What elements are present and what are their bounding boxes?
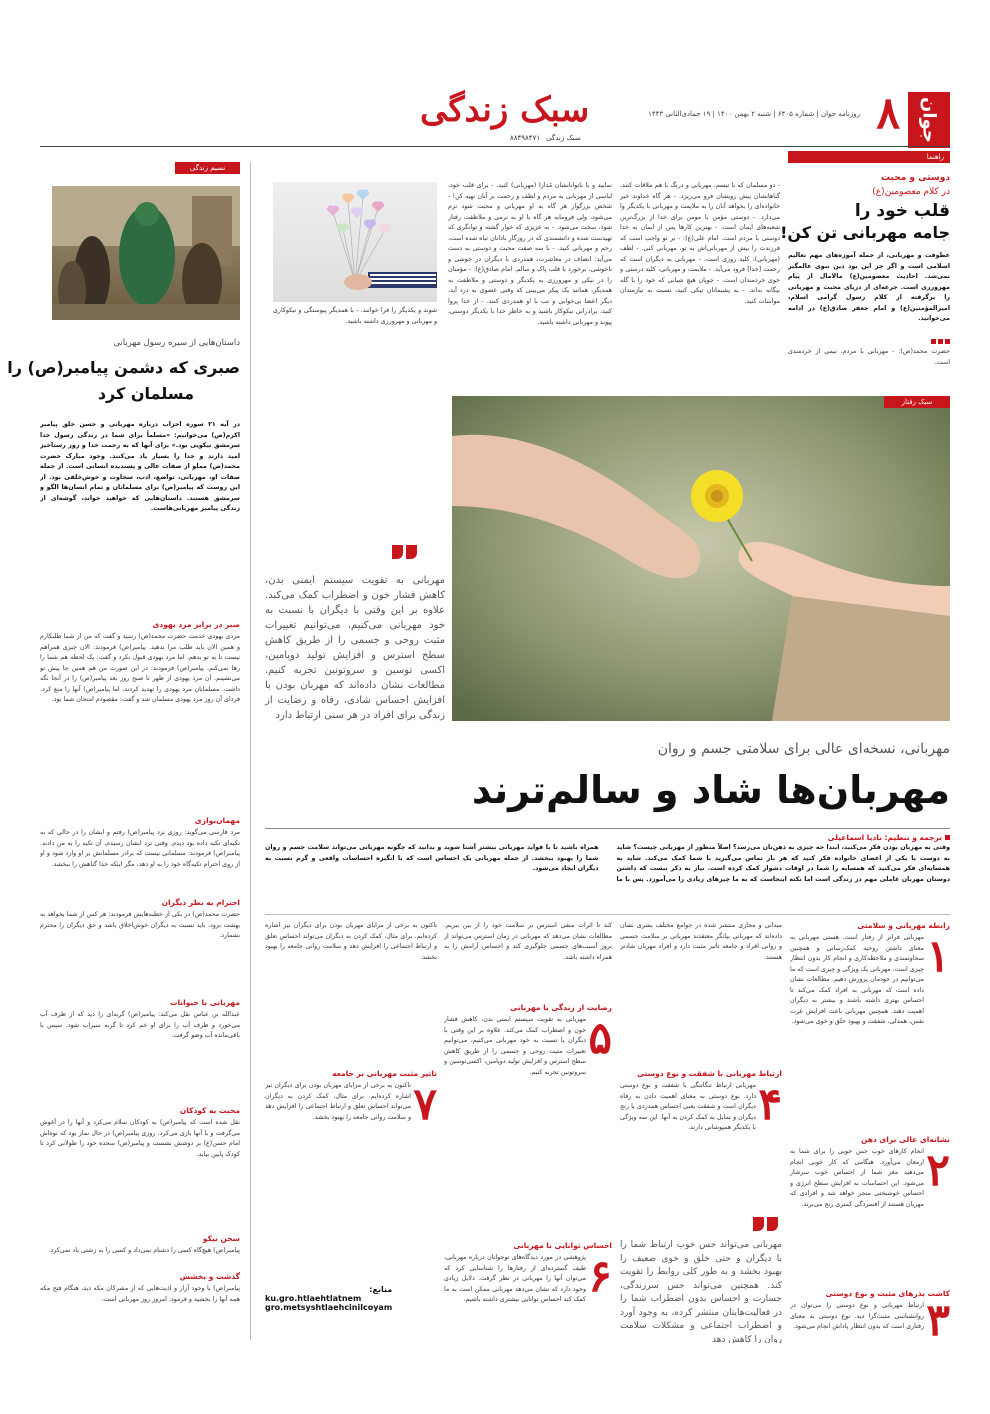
headline-1: قلب خود را [854, 201, 950, 221]
s7-num: ۷ [413, 1079, 437, 1130]
story-illustration [52, 186, 240, 320]
story-6-title: سخن نیکو [202, 1234, 240, 1243]
s2-title: نشانه‌ای عالی برای ذهن [861, 1135, 950, 1144]
story-1-body: مردی یهودی خدمت حضرت محمد(ص) رسید و گفت که من از شما طلبکارم و همین الان باید طلب مرا بدهید. پیامبر(ص) فرمودند: الان چیزی همراهم نیست تا به تو بدهم. اما مرد یهودی قبول نکرد و گفت: یک لحظه هم شما را رها نمی‌کنم. پیامبر(ص) فرمودند: در این صورت من هم همین جا پیش تو می‌نشینم. آن مرد یهودی از ظهر تا صبح روز بعد پیامبر(ص) را در آنجا نگه داشت. مسلمانان مرد یهودی را تهدید کردند، اما پیامبر(ص) آنها را منع کرد. فردای آن روز مرد یهودی مسلمان شد و گفت: مقصودم امتحان شما بود. [40, 633, 240, 703]
col-mid-a: میدانی و مجازی منتشر شده در جوامع مختلف بشری نشان داده‌اند که مهربانی بیانگر معتقدند مهربانی بر سلامت جسمی و روانی افراد و جامعه تأثیر مثبت دارد و افراد مهربان شادتر هستند. [620, 922, 782, 961]
lead: عطوفت و مهربانی، از جمله آموزه‌های مهم تعالیم اسلامی است و اگر جز این بود دین نبوی عالمگیر نمی‌شد. احادیث معصومین(ع) مالامال از پیام مهرورزی است. جرعه‌ای از دریای محبت و مهربانی را برگرفته از کلام رسول گرامی اسلام، امیرالمؤمنین(ع) و امام جعفر صادق(ع) در ادامه می‌خوانید. [788, 252, 950, 322]
s6-num: ۶ [588, 1251, 612, 1302]
nasim-headline-1: صبری که دشمن پیامبر(ص) را [7, 358, 240, 377]
story-5-body: نقل شده است که پیامبر(ص) به کودکان سلام می‌کرد و آنها را در آغوش می‌گرفت و با آنها بازی می‌کرد. روزی پیامبر(ص) در حال نماز بود که نوه‌اش امام حسن(ع) بر دوشش نشست و پیامبر(ص) سجده خود را طولانی کرد تا کودک پایین بیاید. [40, 1119, 240, 1158]
headline-2: جامه مهربانی تن کن! [780, 223, 950, 242]
page-number: ۸ [876, 88, 900, 139]
col-mid-b: کند تا اثرات منفی استرس بر سلامت خود را از بین ببریم. مطالعات نشان می‌دهد که مهربانی در زمان استرس می‌تواند از بروز آسیب‌های جسمی جلوگیری کند و احساس آرامش را به همراه داشته باشد. [444, 922, 612, 961]
story-1-title: صبر در برابر مرد یهودی [152, 620, 240, 629]
s2-num: ۲ [926, 1145, 950, 1196]
story-7-body: پیامبر(ص) با وجود آزار و اذیت‌هایی که از مشرکان مکه دید، هنگام فتح مکه همه آنها را بخشید و فرمود: امروز روز مهربانی است. [40, 1285, 240, 1303]
col-top-4: شوند و یکدیگر را فرا خوانند. - با همدیگر پیوستگی و نیکوکاری و مهربانی و مهرورزی داشته باشید. [273, 307, 437, 325]
story-4-title: مهربانی با حیوانات [169, 998, 240, 1007]
story-7-title: گذشت و بخشش [179, 1272, 240, 1281]
main-photo [452, 396, 950, 721]
s5-num: ۵ [588, 1013, 612, 1064]
pullquote-2: مهربانی می‌تواند حس خوب ارتباط شما را با دیگران و حتی خلق و خوی ضعیف را بهبود بخشد و به طور کلی روابط را تقویت کند. همچنین می‌تواند حس سرزندگی، جسارت و احساس بدون اضطراب شما را در فعالیت‌هایتان منتشر کرده، به وجود آورد و اضطراب اجتماعی و مشکلات سلامت روان را کاهش دهد [620, 1240, 782, 1343]
balloons-illustration [273, 182, 437, 302]
s1-body: مهربانی فراتر از رفتار است. هستی مهربانی به معنای داشتن روحیه کمک‌رسانی و همچنین سخاوتمندی و ملاحظه‌کاری و انجام کار بدون انتظار چیزی است. مهربانی یک ویژگی و چیزی است که ما می‌توانیم در خودمان پرورش دهیم. مطالعات نشان داده است که مهربانی به افراد کمک می‌کند تا احساس بهتری داشته باشند و بیشتر به دیگران اهمیت دهند. همچنین مهربانی باعث افزایش عزت نفس، همدلی، شفقت و بهبود خلق و خوی می‌شود. [790, 934, 924, 1025]
story-image [52, 186, 240, 320]
col-top-2: - دو مسلمان که با تبسم، مهربانی و درنگ با هم ملاقات کنند، گناهانشان پیش رویشان فرو می‌ریزد. - هر گاه خداوند خیر خانواده‌ای را بخواهد آنان را به ملایمت و مهربانی با یکدیگر وا می‌دارد. - دوستی مؤمن با مومن برای خدا از بزرگ‌ترین شعبه‌های ایمان است. - بهترین کارها پس از ایمان به خدا دوستی با مردم است. امام علی(ع): - بر تو واجب است که فرزندت را بیش از مهربانی‌اش به تو، مهربانی کنی. - لطف (مهربانی)، کلید روزی است. - مهربانی به دیگران است که رحمت [خدا] فرود می‌آید. - ملایمت و مهربانی، کلید درستی و خوی خردمندان است. - چوپان هیچ شبانی که خود را با گله بیگانه نداند. - به پشیمانان نیکی کنید، نسبت به نیازمندان مواسات کنید. [620, 182, 780, 305]
issue-line: روزنامه جوان | شماره ۶۴۰۵ | شنبه ۲ بهمن ۱۴۰۰ | ۱۹ جمادی‌الثانی ۱۴۴۳ [648, 110, 860, 118]
quote-mark [392, 545, 417, 559]
page-header [40, 80, 950, 148]
photo-tag: سبک رفتار [884, 396, 950, 408]
section-sub: سبک زندگی [546, 134, 581, 142]
story-2-title: مهمان‌نوازی [194, 816, 240, 825]
section-col-d [265, 921, 437, 1341]
balloons-image [273, 182, 437, 302]
column-nasim [7, 162, 240, 1340]
s4-title: ارتباط مهربانی با شفقت و نوع دوستی [637, 1069, 782, 1078]
nasim-kicker: داستان‌هایی از سیره رسول مهربانی [113, 338, 240, 348]
quote-mark-2 [753, 1217, 778, 1231]
main-headline: مهربان‌ها شاد و سالم‌ترند [471, 768, 950, 812]
main-lead: وقتی به مهربان بودن فکر می‌کنید، ابتدا حه چیزی به ذهن‌تان می‌رسد؟ اصلاً منظور از مهربانی چیست؟ شاید به دوست یا یکی از اعضای خانواده فکر کنید که هر بار تماس می‌گیرید با شما کمک می‌کند. شاید به همسایه‌ای فکر می‌کنید که همسایه را شما در اوقات دشوار کمک کرده است. نیاز به ذکر نیست که داشتن دوستان مهربان عاملی مهم در زندگی است اما نکته اینجاست که به ما چیزهای زیادی را می‌آموزد. پس با ما همراه باشید تا با فواید مهربانی بیشتر آشنا شوید و بدانید که چگونه مهربانی می‌تواند سلامت جسم و روان شما را بهبود ببخشد. از جمله مهربانی یک احساس است که با انگیزه احساسات واقعی و گرم نسبت به دیگران ایجاد می‌شود. [265, 844, 950, 883]
pullquote: مهربانی به تقویت سیستم ایمنی بدن، کاهش فشار خون و اضطراب کمک می‌کند. علاوه بر این وقتی با دیگران با نسبت به خود مهربانی می‌کنیم، می‌توانیم تغییرات مثبت روحی و جسمی را از طریق کاهش سطح استرس و افزایش تولید دوپامین، اکسی توسین و سروتونین تجربه کنیم. مطالعات نشان داده‌اند که مهربان بودن با افزایش احساس شادی، رفاه و رضایت از زندگی برای افراد در هر سنی ارتباط دارد [265, 575, 445, 721]
source-1: ku.gro.htlaehtlatnem [265, 1294, 362, 1303]
section-col-a [790, 921, 950, 1346]
column-rahnama [780, 151, 950, 366]
byline-text: ترجمه و تنظیم: نادیا اسماعیلی [827, 833, 942, 842]
s3-num: ۳ [926, 1295, 950, 1346]
section-col-c [444, 921, 612, 1341]
s3-title: کاشت بذرهای مثبت و نوع دوستی [825, 1289, 950, 1298]
s7-title: تاثیر مثبت مهربانی بر جامعه [332, 1069, 437, 1078]
section-col-b [620, 921, 782, 1341]
story-5-title: محبت به کودکان [179, 1106, 240, 1115]
section-title: سبک زندگی [420, 90, 590, 130]
byline [828, 833, 950, 842]
tag-nasim: نسیم زندگی [175, 162, 240, 174]
source-2: gro.metsyshtlaehcinilcoyam [265, 1303, 393, 1312]
story-4-body: عبدالله بن عباس نقل می‌کند: پیامبر(ص) گربه‌ای را دید که از ظرف آب می‌خورد و ظرف آب را برای او خم کرد تا گربه سیراب شود. سپس با باقی‌مانده آب وضو گرفت. [40, 1011, 240, 1039]
body-rahnama: حضرت محمد(ص): - مهربانی با مردم، نیمی از خردمندی است. [788, 348, 950, 366]
section-sub-line [510, 134, 581, 142]
s6-body: پژوهشی در مورد دیدگاه‌های نوجوانان درباره مهربانی، طیف گسترده‌ای از رفتارها را شناسایی کرد که می‌توان آنها را مهربانی در نظر گرفت. دلایل زیادی وجود دارد که نشان می‌دهد مهربانی ممکن است به ما کمک کند احساس توانایی بیشتری داشته باشیم. [444, 1254, 586, 1303]
s1-num: ۱ [926, 931, 950, 982]
s6-title: احساس توانایی با مهربانی [513, 1241, 612, 1250]
logo-text: جوان [918, 97, 940, 143]
story-3-body: حضرت محمد(ص) در یکی از خطبه‌هایش فرمودند: هر کس از شما بخواهد به بهشت برود، باید نسبت به دیگران خوش‌اخلاق باشد و حق دیگران را محترم بشمارد. [40, 911, 240, 939]
sources-block [265, 1285, 392, 1312]
logo [908, 92, 950, 148]
nasim-headline-2: مسلمان کرد [97, 384, 194, 403]
s3-body: ارتباط مهربانی و نوع دوستی را می‌توان در روانشناسی مثبت‌گرا دید. نوع دوستی به معنای رفتاری است که بدون انتظار پاداش انجام می‌شود. [790, 1302, 924, 1330]
story-3-title: احترام به نظر دیگران [161, 898, 240, 907]
red-squares [931, 339, 950, 344]
s2-body: انجام کارهای خوب حس خوبی را برای شما به ارمغان می‌آورد. هنگامی که کار خوبی انجام می‌دهید مغز شما از احساس خوب سرشار می‌شود. این احساسات به افزایش سطح انرژی و احساس خوشبختی منجر خواهد شد و افرادی که مهربان هستند از افسردگی کمتری رنج می‌برند. [790, 1148, 924, 1208]
sources-title: منابع: [369, 1285, 393, 1294]
kicker-1: دوستی و محبت [881, 173, 950, 183]
kicker-2: در کلام معصومین(ع) [872, 187, 950, 197]
s1-title: رابطه مهربانی و سلامتی [857, 921, 950, 930]
story-2-body: مرد فارسی می‌گوید: روزی نزد پیامبر(ص) رفتم و ایشان را در حالی که به تکیه‌ای تکیه داده بود دیدم. وقتی نزد ایشان رسیدم، آن تکیه را به من دادند. پیامبر(ص) فرمودند: مسلمانی نیست که برادر مسلمانش بر او وارد شود و او از روی احترام تکیه‌گاه خود را به او دهد، مگر اینکه خدا گناهش را ببخشد. [40, 829, 240, 868]
col-top-3: نمایید و با ناتوانانشان مُدارا (مهربانی) کنید. - برای قلب خود، لباسی از مهربانی به مردم و لطف و رحمت بر آنان تهیه کن! - شخص بزرگوار هر گاه به او مهربانی و محبت شود نرم می‌شود، ولی فرومایه هر گاه با او به نرمی و ملاطفت رفتار شود، سخت می‌شود. - به عزیزی که خوار گشته و توانگری که تهیدست شده و دانشمندی که در روزگار نادانان تباه شده است، رحم و مهربانی کنید. - با سه صفت محبت و دوستی به دست می‌آید: انصاف در معاشرت، همدردی با دیگران در خوشی و ناخوشی، برخورد با قلب پاک و سالم. امام صادق(ع): - مؤمنان را در نیکی و مهرورزی به یکدیگر و دوستی و ملاطفت به همدیگر، همانند یک پیکر می‌بینی که وقتی عضوی به درد آید، دیگر اعضا بی‌خوابی و تب با او همدردی کنند. - از خدا پروا کنید، برادرانی نیکوکار باشید و به خاطر خدا با یکدیگر دوستی، پیوند و مهربانی داشته باشید. [448, 182, 612, 326]
phone: ۸۸۴۹۸۴۷۱ [510, 134, 541, 142]
tag-rahnama: راهنما [788, 151, 950, 163]
hands-flower-illustration [452, 396, 950, 721]
s5-title: رضایت از زندگی با مهربانی [510, 1003, 612, 1012]
story-6-body: پیامبر(ص) هیچ‌گاه کسی را دشنام نمی‌داد و کسی را به زشتی یاد نمی‌کرد. [48, 1247, 240, 1254]
s4-body: مهربانی ارتباط تنگاتنگی با شفقت و نوع دوستی دارد. نوع دوستی به معنای اهمیت دادن به رفاه دیگران است و شفقت یعنی احساس همدردی با رنج دیگران و تمایل به کمک کردن به آنها. این سه ویژگی با یکدیگر همپوشانی دارند. [620, 1082, 756, 1131]
col-d-top: تاکنون به برخی از مزایای مهربان بودن برای دیگران نیز اشاره کرده‌ایم. برای مثال، کمک کردن به دیگران می‌تواند احساس تعلق و ارتباط اجتماعی را افزایش دهد و سلامت روانی جامعه را بهبود بخشد. [265, 922, 437, 961]
s5-body: مهربانی به تقویت سیستم ایمنی بدن، کاهش فشار خون و اضطراب کمک می‌کند. علاوه بر این وقتی با دیگران یا نسبت به خود مهربانی می‌کنیم، می‌توانیم تغییرات مثبت روحی و جسمی را از طریق کاهش سطح استرس و افزایش تولید دوپامین، اکسی‌توسین و سروتونین تجربه کنیم. [444, 1016, 586, 1076]
s7-body: تاکنون به برخی از مزایای مهربان بودن برای دیگران نیز اشاره کرده‌ایم. برای مثال، کمک کردن به دیگران می‌تواند احساس تعلق و ارتباط اجتماعی را افزایش دهد و سلامت روانی جامعه را بهبود بخشد. [265, 1082, 411, 1121]
nasim-intro: در آیه ۲۱ سوره احزاب درباره مهربانی و حسن خلق پیامبر اکرم(ص) می‌خوانیم: «مسلماً برای شما در زندگی رسول خدا سرمشق نیکویی بود.» برای آنها که به رحمت خدا و روز رستاخیز امید دارند و خدا را بسیار یاد می‌کنند. وجود مبارک حضرت محمد(ص) مملو از صفات عالی و پسندیده انسانی است. از جمله صفات او، مهربانی، تواضع، ادب، سخاوت و خوش‌خلقی بود. از این روست که پیامبر(ص) برای مسلمانان و تمام انسان‌ها الگو و سرمشق هستند. داستان‌هایی که خواهید خواند، گوشه‌ای از زندگی پیامبر مهربانی‌هاست. [40, 421, 240, 512]
s4-num: ۴ [758, 1079, 782, 1130]
main-kicker: مهربانی، نسخه‌ای عالی برای سلامتی جسم و روان [657, 741, 950, 757]
